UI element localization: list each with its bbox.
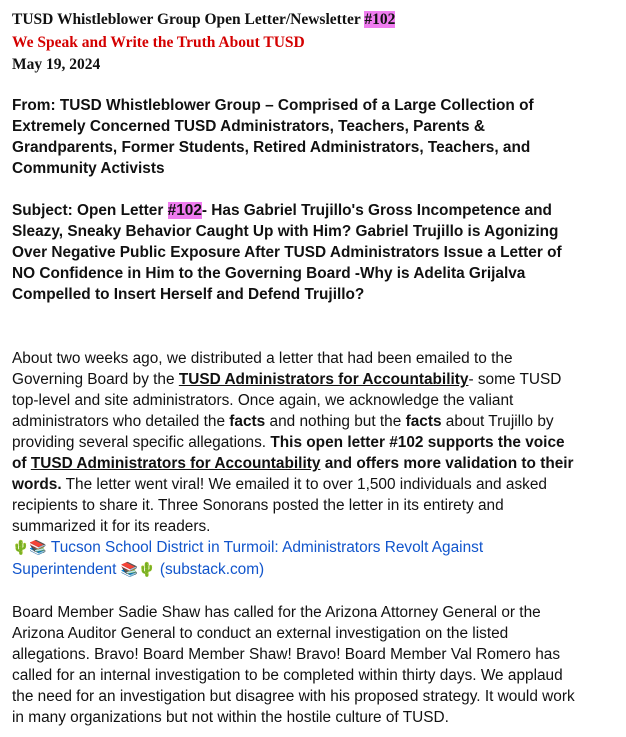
tagline: We Speak and Write the Truth About TUSD [12, 34, 305, 51]
substack-link[interactable] [12, 559, 618, 581]
from-line: Grandparents, Former Students, Retired Administrators, Teachers, and [12, 139, 531, 156]
para-text: providing several specific allegations. [12, 434, 271, 451]
para-text: of [12, 455, 31, 472]
para-line: called for an internal investigation to be completed within thirty days. We applaud [12, 667, 563, 684]
facts-emphasis: facts [229, 413, 266, 430]
from-line: Community Activists [12, 160, 165, 177]
para-line: in many organizations but not within the hostile culture of TUSD. [12, 709, 449, 726]
para-line [12, 453, 618, 474]
para-text: and nothing but the [265, 413, 406, 430]
from-line: From: TUSD Whistleblower Group – Comprised of a Large Collection of [12, 97, 534, 114]
para-text: administrators who detailed the [12, 413, 230, 430]
cactus-books-icon: 🌵📚 [12, 540, 47, 556]
issue-date: May 19, 2024 [12, 56, 101, 73]
para-line: the need for an investigation but disagree with his proposed strategy. It would work [12, 688, 575, 705]
para-text: and offers more validation to their [320, 455, 574, 472]
body-paragraph-2 [12, 602, 618, 728]
subject-line: Sleazy, Sneaky Behavior Caught Up with Him? Gabriel Trujillo is Agonizing [12, 223, 559, 240]
para-line: recipients to share it. Three Sonorans posted the letter in its entirety and [12, 497, 504, 514]
para-line: Board Member Sadie Shaw has called for the Arizona Attorney General or the [12, 604, 541, 621]
facts-emphasis: facts [405, 413, 442, 430]
from-line: Extremely Concerned TUSD Administrators, Teachers, Parents & [12, 118, 485, 135]
para-text: - some TUSD [468, 371, 562, 388]
para-line [12, 474, 618, 495]
para-line [12, 432, 618, 453]
issue-number-highlight: #102 [364, 11, 396, 28]
substack-link[interactable] [12, 537, 618, 559]
link-text[interactable]: Tucson School District in Turmoil: Administrators Revolt Against [46, 539, 484, 556]
bold-statement: This open letter #102 supports the voice [270, 434, 565, 451]
para-text: The letter went viral! We emailed it to over 1,500 individuals and asked [61, 476, 547, 493]
books-cactus-icon: 📚🌵 [120, 562, 156, 578]
para-line [12, 411, 618, 432]
title-text: TUSD Whistleblower Group Open Letter/Newsletter [12, 11, 365, 28]
link-text[interactable]: (substack.com) [155, 561, 265, 578]
subject-prefix: Subject: Open Letter [12, 202, 168, 219]
para-text: about Trujillo by [441, 413, 554, 430]
administrators-link[interactable]: TUSD Administrators for Accountability [30, 455, 321, 472]
from-block [12, 95, 618, 179]
para-line: summarized it for its readers. [12, 518, 211, 535]
link-text[interactable]: Superintendent [12, 561, 121, 578]
para-text: Governing Board by the [12, 371, 179, 388]
body-paragraph-1 [12, 348, 618, 581]
para-line [12, 369, 618, 390]
para-line: About two weeks ago, we distributed a letter that had been emailed to the [12, 350, 513, 367]
para-line: allegations. Bravo! Board Member Shaw! Bravo! Board Member Val Romero has [12, 646, 561, 663]
subject-issue-highlight: #102 [167, 202, 202, 219]
subject-line: Compelled to Insert Herself and Defend Trujillo? [12, 286, 365, 303]
subject-block [12, 200, 618, 305]
para-line: Arizona Auditor General to conduct an external investigation on the listed [12, 625, 509, 642]
subject-rest: - Has Gabriel Trujillo's Gross Incompetence and [201, 202, 552, 219]
subject-line: NO Confidence in Him to the Governing Board -Why is Adelita Grijalva [12, 265, 526, 282]
para-line: top-level and site administrators. Once again, we acknowledge the valiant [12, 392, 514, 409]
bold-statement: words. [12, 476, 62, 493]
subject-line [12, 200, 618, 221]
subject-line: Over Negative Public Exposure After TUSD Administrators Issue a Letter of [12, 244, 562, 261]
newsletter-title [12, 9, 395, 30]
administrators-link[interactable]: TUSD Administrators for Accountability [178, 371, 469, 388]
